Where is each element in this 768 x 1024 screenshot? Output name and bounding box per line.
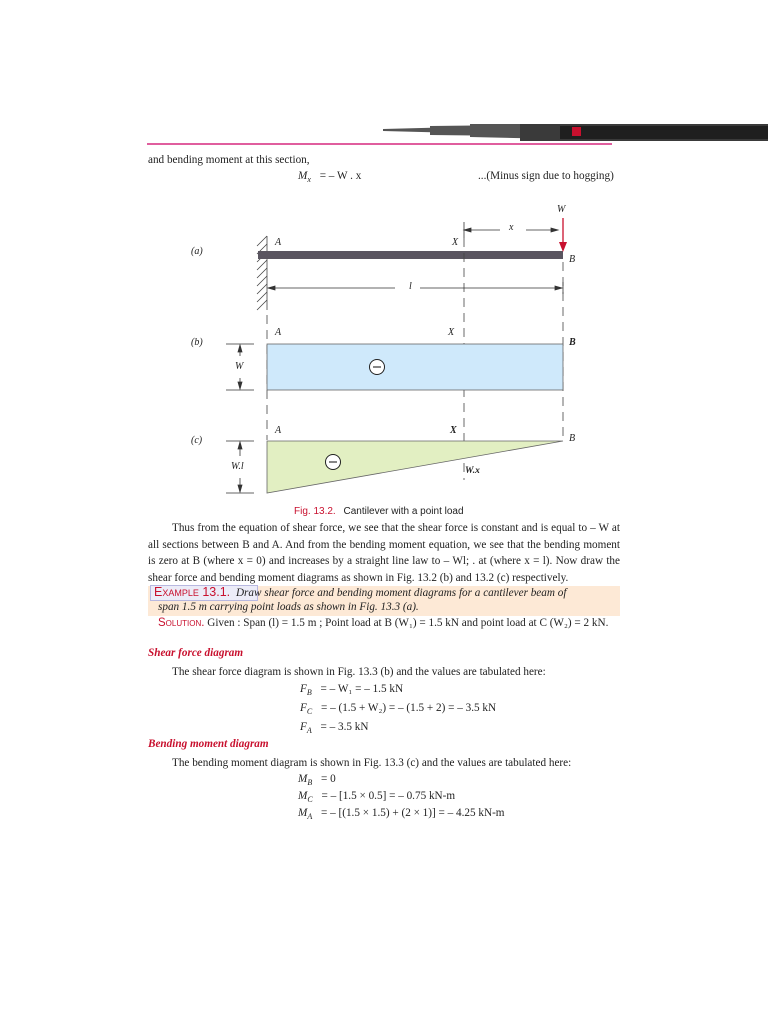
solution-tag: Solution. [158,617,205,629]
point-a-label-2: A [275,327,282,338]
shear-eq-1: $F_B$ = – W₁ = – 1.5 kN [300,683,404,698]
moment-intro: The bending moment diagram is shown in Fig. 13.3 (c) and the values are tabulated here: [172,757,572,769]
shear-eq-3: $F_A$ = – 3.5 kN [300,721,369,736]
bending-moment-area [267,441,563,493]
example-box [148,586,620,616]
moment-wx-label: W.x [465,466,480,476]
point-b-label-1: B [569,254,576,265]
moment-wl-label: W.l [231,461,244,472]
intro-line: and bending moment at this section, [148,154,310,166]
shear-force-area [267,344,563,390]
shear-eq-2: $F_C$ = – (1.5 + W₂) = – (1.5 + 2) = – 3.5 kN [300,702,497,717]
span-dimension [268,282,563,294]
point-a-label-3: A [275,425,282,436]
beam [258,251,563,259]
section-label-b: X [448,327,455,338]
figure-caption [294,506,464,517]
span-label: l [409,281,412,292]
equation-moment: $M_x$ = – W . x [298,170,362,185]
example-text-1: Draw shear force and bending moment diagrams for a cantilever beam of [235,587,567,599]
moment-eq-3: $M_A$ = – [(1.5 × 1.5) + (2 × 1)] = – 4.25 kN-m [298,807,505,822]
label-b: (b) [191,337,203,348]
point-b-label-3: B [569,433,576,444]
heading-shear-force: Shear force diagram [148,647,244,659]
point-load-arrow [559,218,567,252]
solution-paragraph [148,615,620,632]
label-c: (c) [191,435,203,446]
example-tag: Example 13.1. [154,585,231,599]
point-a-label-1: A [275,237,282,248]
paragraph-explanation: Thus from the equation of shear force, we see that the shear force is constant and is equal to – W at all sections between B and A. And from the bending moment equation, we see that the bending moment is zero at B (where x = 0) and increases by a straight line law to – Wl; . at (where x = l). Now draw the shear force and bending moment diagrams as shown in Fig. 13.2 (b) and 13.2 (c) respectively. [148,522,620,584]
x-label: x [509,222,514,233]
hogging-note: ...(Minus sign due to hogging) [478,170,614,182]
fixed-support [257,236,267,310]
shear-w-label: W [235,361,244,372]
solution-text: Given : Span (l) = 1.5 m ; Point load at B (W₁) = 1.5 kN and point load at C (W₂) = 2 kN. [207,617,609,629]
example-text-2: span 1.5 m carrying point loads as shown in Fig. 13.3 (a). [158,601,419,613]
caption-text: Cantilever with a point load [343,506,464,517]
section-label-a: X [452,237,459,248]
load-label: W [557,204,566,215]
label-a: (a) [191,246,203,257]
moment-eq-2: $M_C$ = – [1.5 × 0.5] = – 0.75 kN-m [298,790,456,805]
moment-eq-1: $M_B = 0$ [298,773,336,788]
heading-bending-moment: Bending moment diagram [148,738,269,750]
caption-number: Fig. 13.2. [294,506,336,517]
shear-intro: The shear force diagram is shown in Fig. 13.3 (b) and the values are tabulated here: [172,666,546,678]
point-b-label-2: B [569,337,576,348]
section-label-c: X [450,425,457,436]
